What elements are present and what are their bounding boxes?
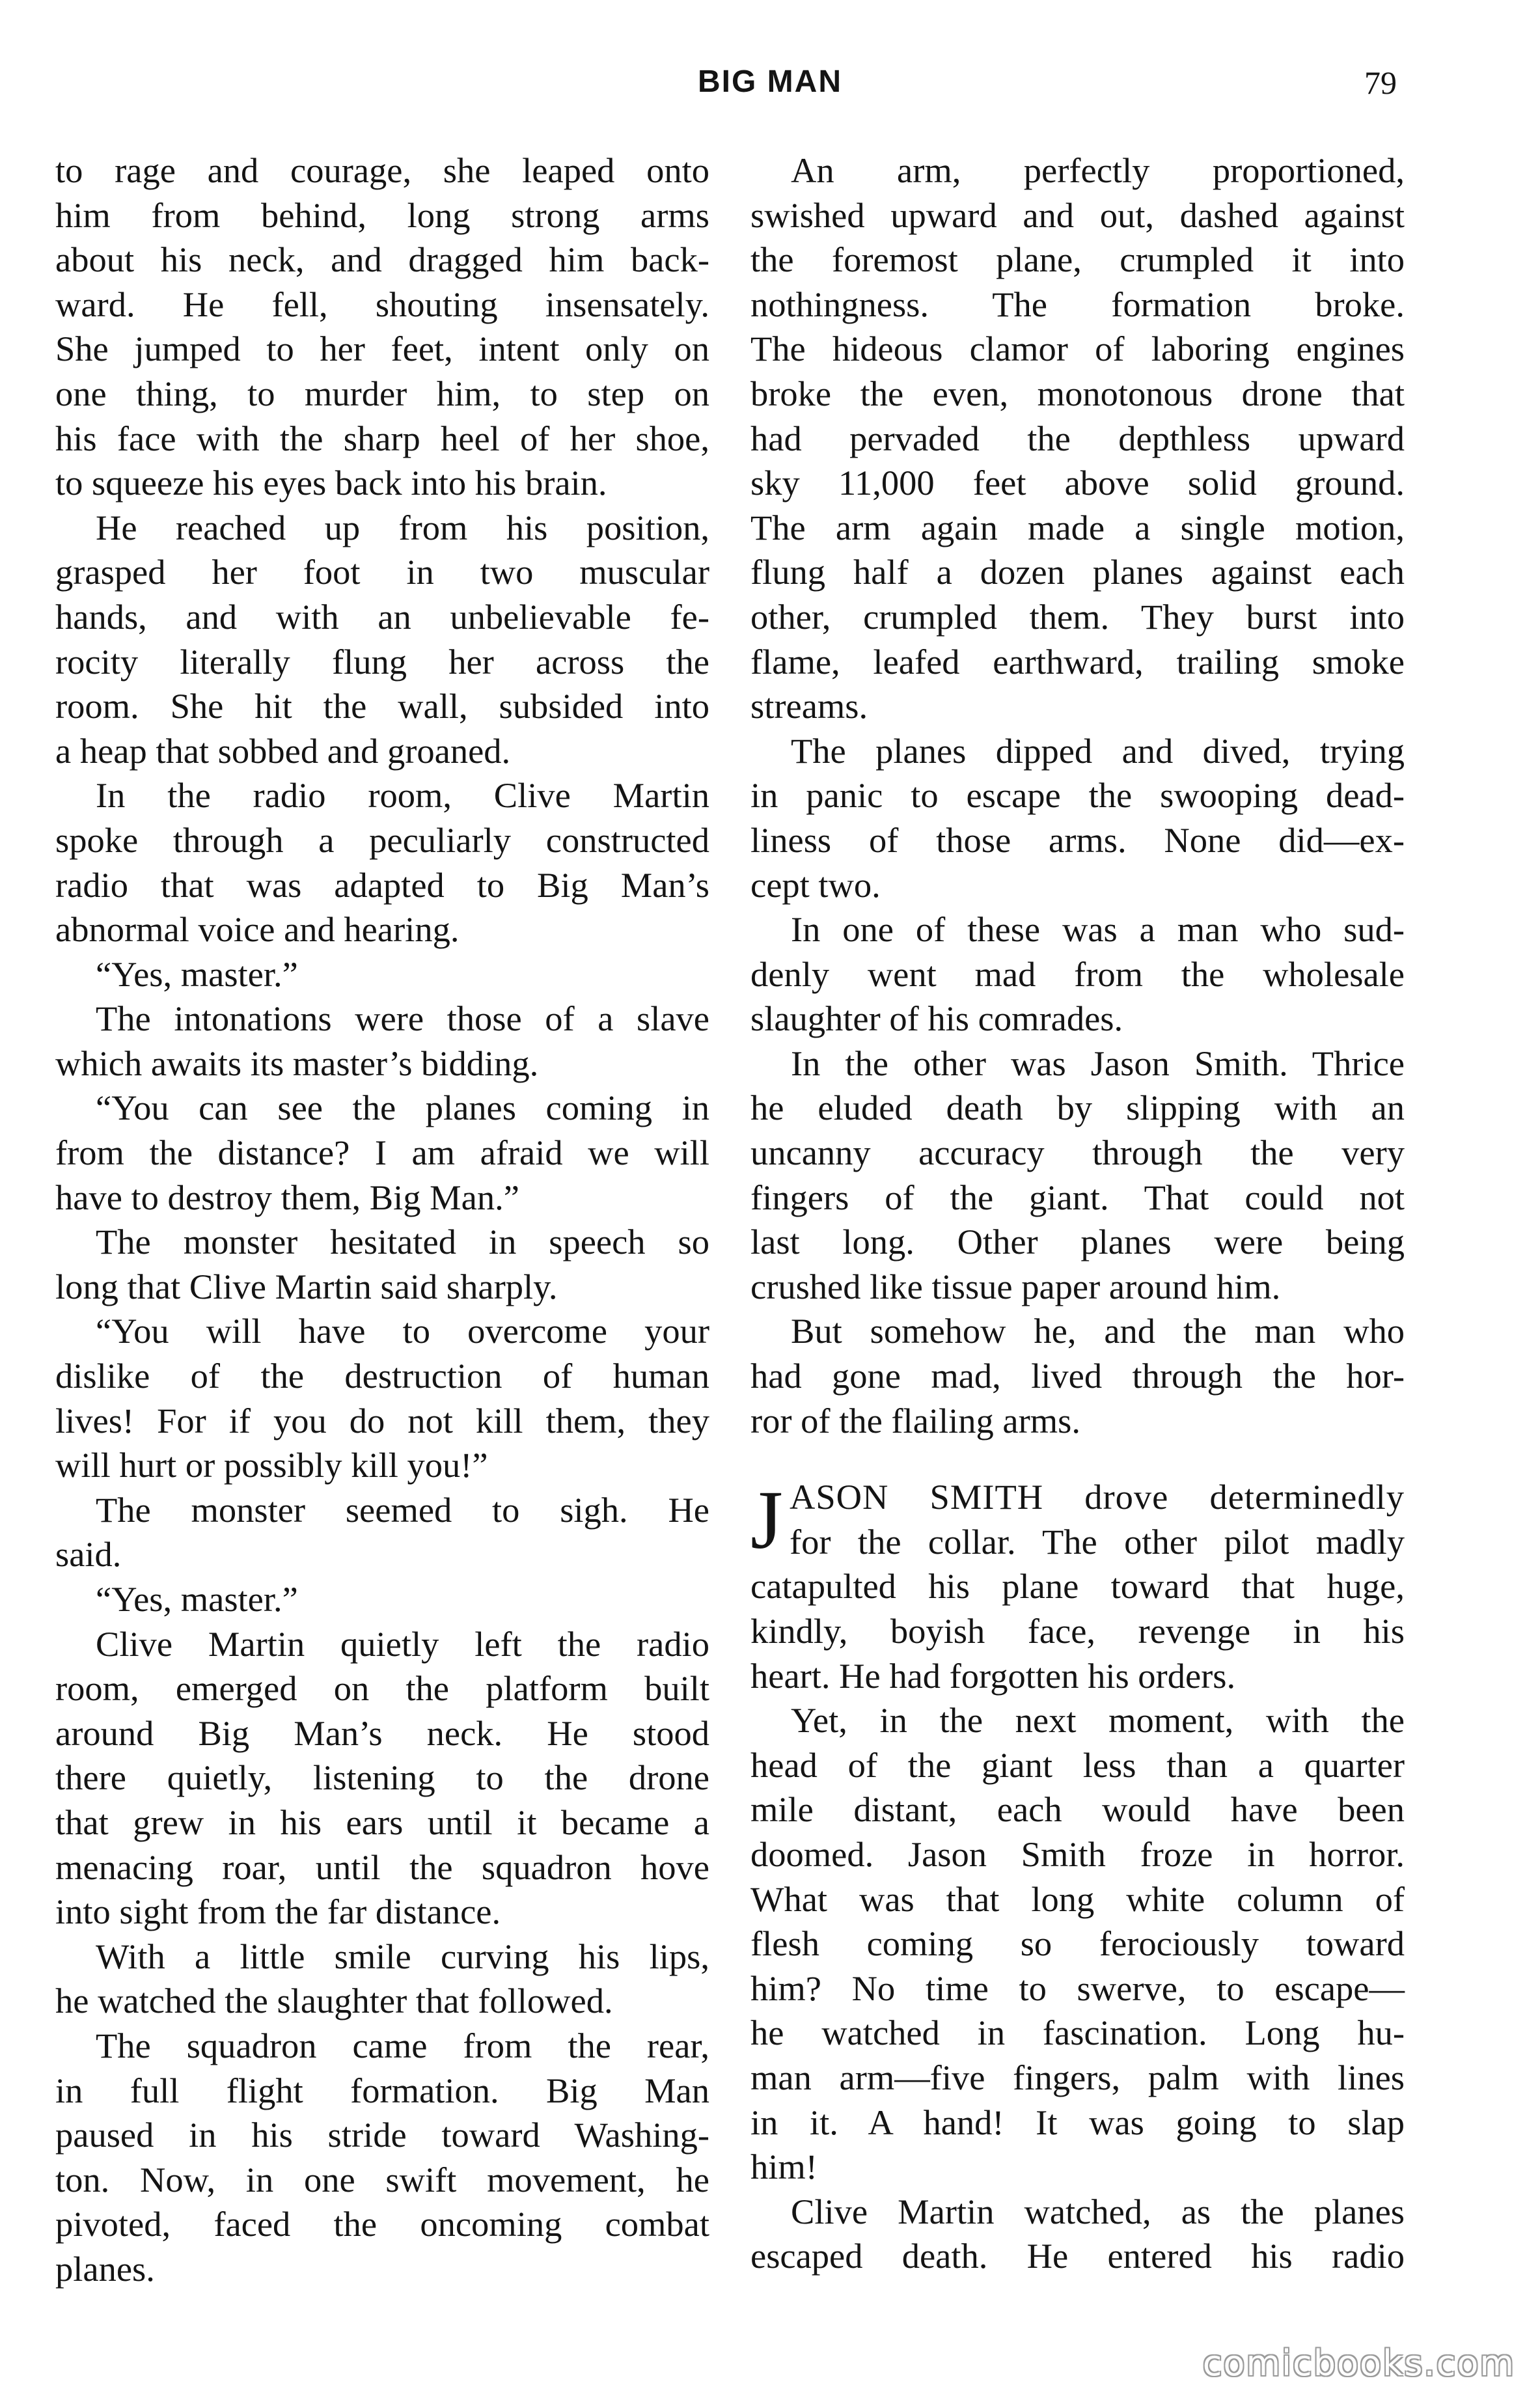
text-line: room, emerged on the platform built [55, 1668, 709, 1709]
text-line: he watched the slaughter that followed. [55, 1981, 613, 2021]
text-line: flung half a dozen planes against each [750, 552, 1405, 592]
text-line: there quietly, listening to the drone [55, 1757, 709, 1798]
text-line: man arm—five fingers, palm with lines [750, 2057, 1405, 2097]
text-line: In the radio room, Clive Martin [96, 775, 709, 816]
paragraph [750, 1309, 1405, 1443]
paragraph [55, 148, 709, 506]
text-line: him? No time to swerve, to escape— [750, 1968, 1405, 2008]
text-line: The monster hesitated in speech so [96, 1222, 709, 1262]
text-line: from the distance? I am afraid we will [55, 1133, 709, 1173]
text-line: head of the giant less than a quarter [750, 1744, 1405, 1785]
text-line: The hideous clamor of laboring engines [750, 329, 1405, 369]
text-line: him! [750, 2147, 818, 2187]
text-line: planes. [55, 2248, 155, 2289]
text-line: he watched in fascination. Long hu- [750, 2013, 1405, 2053]
text-line: cept two. [750, 864, 881, 905]
text-line: pivoted, faced the oncoming combat [55, 2204, 709, 2244]
text-line: he eluded death by slipping with an [750, 1088, 1405, 1128]
text-line: have to destroy them, Big Man.” [55, 1177, 519, 1217]
watermark-logo: comicbooks.com [1202, 2343, 1515, 2384]
text-line: The planes dipped and dived, trying [791, 730, 1405, 771]
text-line: spoke through a peculiarly constructed [55, 820, 709, 860]
text-line: He reached up from his position, [96, 507, 709, 547]
text-line: flesh coming so ferociously toward [750, 1923, 1405, 1964]
text-line: “Yes, master.” [96, 1579, 298, 1619]
text-line: for the collar. The other pilot madly [790, 1521, 1405, 1562]
text-line: room. She hit the wall, subsided into [55, 686, 709, 726]
text-line: mile distant, each would have been [750, 1789, 1405, 1830]
paragraph [55, 1935, 709, 2024]
text-line: ASON SMITH drove determinedly [790, 1477, 1405, 1517]
text-line: in it. A hand! It was going to slap [750, 2102, 1405, 2142]
text-line: fingers of the giant. That could not [750, 1177, 1405, 1217]
text-line: An arm, perfectly proportioned, [791, 150, 1405, 190]
paragraph [55, 1086, 709, 1220]
paragraph [750, 148, 1405, 729]
text-line: The monster seemed to sigh. He [96, 1489, 709, 1530]
text-line: heart. He had forgotten his orders. [750, 1655, 1236, 1696]
text-line: abnormal voice and hearing. [55, 909, 460, 950]
text-line: had gone mad, lived through the hor- [750, 1356, 1405, 1396]
paragraph [55, 1577, 709, 1622]
text-line: In one of these was a man who sud- [791, 909, 1405, 950]
text-line: hands, and with an unbelievable fe- [55, 596, 709, 637]
paragraph [750, 2190, 1405, 2279]
text-line: streams. [750, 686, 868, 726]
text-line: uncanny accuracy through the very [750, 1133, 1405, 1173]
text-line: What was that long white column of [750, 1879, 1405, 1919]
text-line: liness of those arms. None did—ex- [750, 820, 1405, 860]
text-line: broke the even, monotonous drone that [750, 373, 1405, 413]
text-line: a heap that sobbed and groaned. [55, 730, 511, 771]
text-line: The squadron came from the rear, [96, 2025, 709, 2065]
right-text-column [750, 148, 1405, 2279]
text-line: Yet, in the next moment, with the [791, 1700, 1405, 1741]
text-line: other, crumpled them. They burst into [750, 596, 1405, 637]
text-line: escaped death. He entered his radio [750, 2236, 1405, 2276]
text-line: menacing roar, until the squadron hove [55, 1847, 709, 1887]
text-line: The intonations were those of a slave [96, 999, 709, 1039]
paragraph [55, 1309, 709, 1487]
text-line: swished upward and out, dashed against [750, 195, 1405, 235]
text-line: doomed. Jason Smith froze in horror. [750, 1834, 1405, 1874]
page-header [0, 64, 1540, 109]
text-line: She jumped to her feet, intent only on [55, 329, 709, 369]
text-line: in panic to escape the swooping dead- [750, 775, 1405, 816]
text-line: denly went mad from the wholesale [750, 954, 1405, 994]
dropcap-paragraph [750, 1475, 1405, 1698]
text-line: crushed like tissue paper around him. [750, 1266, 1281, 1306]
text-line: last long. Other planes were being [750, 1222, 1405, 1262]
text-line: nothingness. The formation broke. [750, 284, 1405, 324]
text-line: that grew in his ears until it became a [55, 1802, 709, 1842]
text-line: said. [55, 1534, 122, 1575]
text-line: ror of the flailing arms. [750, 1400, 1080, 1440]
text-line: radio that was adapted to Big Man’s [55, 864, 709, 905]
text-line: will hurt or possibly kill you!” [55, 1445, 488, 1485]
paragraph [55, 952, 709, 997]
paragraph [750, 1698, 1405, 2190]
text-line: into sight from the far distance. [55, 1892, 501, 1932]
text-line: in full flight formation. Big Man [55, 2070, 709, 2110]
text-line: “You will have to overcome your [96, 1311, 709, 1351]
text-line: “Yes, master.” [96, 954, 298, 994]
text-line: dislike of the destruction of human [55, 1356, 709, 1396]
text-line: slaughter of his comrades. [750, 999, 1123, 1039]
paragraph [55, 1622, 709, 1935]
text-line: about his neck, and dragged him back- [55, 240, 709, 280]
text-line: kindly, boyish face, revenge in his [750, 1611, 1405, 1651]
text-line: lives! For if you do not kill them, they [55, 1400, 709, 1440]
text-line: him from behind, long strong arms [55, 195, 709, 235]
text-line: With a little smile curving his lips, [96, 1936, 709, 1976]
text-line: rocity literally flung her across the [55, 641, 709, 682]
section-break [750, 1443, 1405, 1475]
paragraph [55, 2024, 709, 2292]
text-line: catapulted his plane toward that huge, [750, 1566, 1405, 1606]
text-line: his face with the sharp heel of her shoe, [55, 418, 709, 458]
text-line: ward. He fell, shouting insensately. [55, 284, 709, 324]
text-line: the foremost plane, crumpled it into [750, 240, 1405, 280]
drop-cap-letter: J [750, 1474, 783, 1567]
text-line: had pervaded the depthless upward [750, 418, 1405, 458]
text-line: grasped her foot in two muscular [55, 552, 709, 592]
text-line: But somehow he, and the man who [791, 1311, 1405, 1351]
page-number: 79 [1364, 64, 1397, 101]
text-line: In the other was Jason Smith. Thrice [791, 1043, 1405, 1083]
paragraph [55, 506, 709, 774]
text-line: ton. Now, in one swift movement, he [55, 2159, 709, 2199]
text-line: Clive Martin quietly left the radio [96, 1623, 709, 1664]
text-line: long that Clive Martin said sharply. [55, 1266, 558, 1306]
text-line: which awaits its master’s bidding. [55, 1043, 539, 1083]
paragraph [750, 907, 1405, 1041]
text-line: around Big Man’s neck. He stood [55, 1713, 709, 1753]
text-line: sky 11,000 feet above solid ground. [750, 463, 1405, 503]
running-title: BIG MAN [698, 64, 842, 99]
text-line: The arm again made a single motion, [750, 507, 1405, 547]
paragraph [750, 1041, 1405, 1310]
left-text-column [55, 148, 709, 2292]
paragraph [55, 773, 709, 952]
text-line: Clive Martin watched, as the planes [791, 2191, 1405, 2231]
text-line: paused in his stride toward Washing- [55, 2115, 709, 2155]
paragraph [55, 997, 709, 1086]
text-line: to squeeze his eyes back into his brain. [55, 463, 607, 503]
text-line: one thing, to murder him, to step on [55, 373, 709, 413]
paragraph [55, 1220, 709, 1309]
text-line: “You can see the planes coming in [96, 1088, 709, 1128]
text-line: flame, leafed earthward, trailing smoke [750, 641, 1405, 682]
paragraph [750, 729, 1405, 907]
paragraph [55, 1488, 709, 1577]
text-line: to rage and courage, she leaped onto [55, 150, 709, 190]
